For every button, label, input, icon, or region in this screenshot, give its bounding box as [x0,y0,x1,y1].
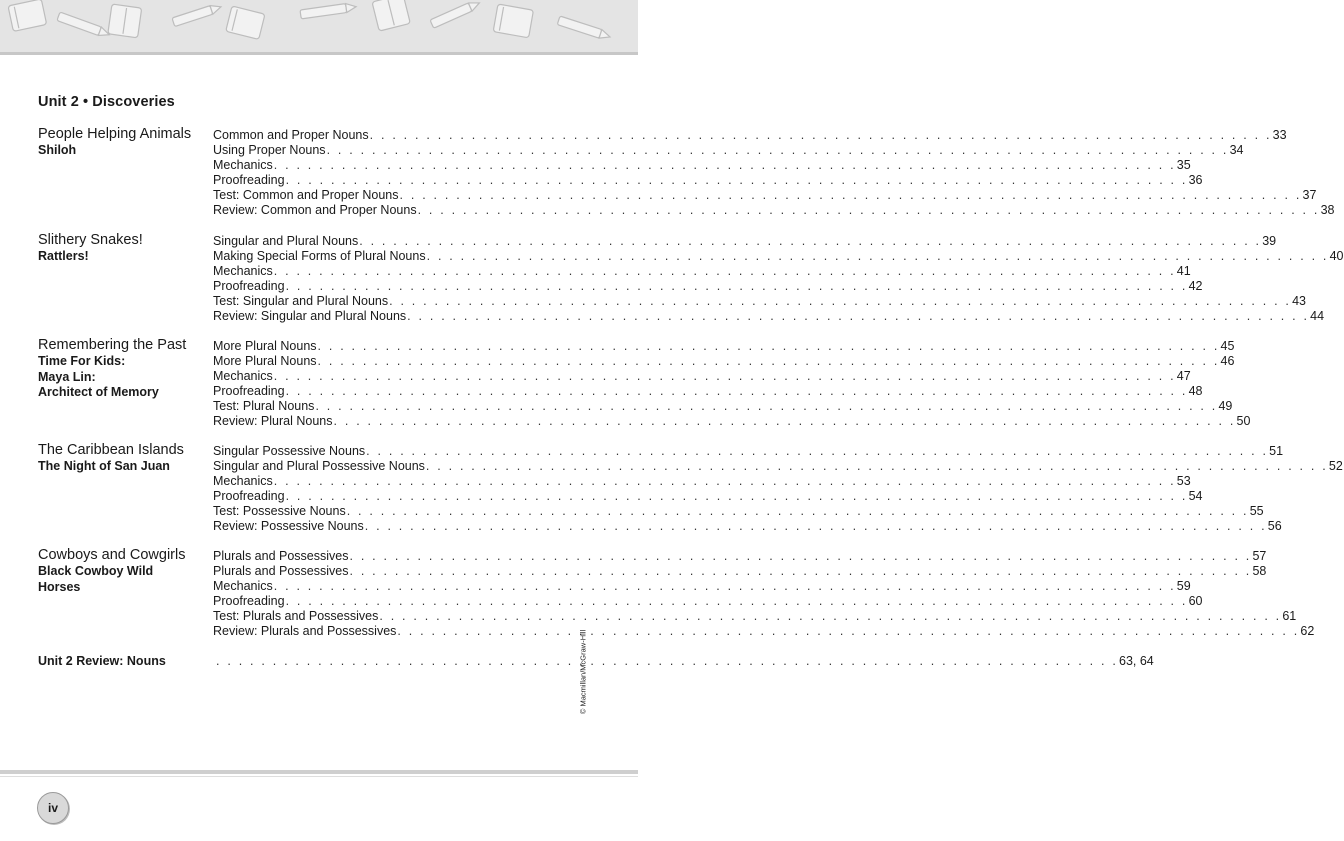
entry-label: Mechanics [213,369,273,383]
toc-entry [213,549,1267,564]
school-supplies-pattern [0,0,638,52]
toc-entry [213,459,1343,474]
entry-label: Proofreading [213,384,285,398]
entry-label: Review: Plurals and Possessives [213,624,397,638]
entry-list [213,549,1315,639]
selection-title: Horses [38,579,81,594]
entry-label: Singular and Plural Possessive Nouns [213,459,425,473]
section-title: Cowboys and Cowgirls [38,547,186,563]
entry-label: Review: Singular and Plural Nouns [213,309,407,323]
dot-leader: . . . . . . . . . . . . . . . . . . . . . . . . . . . . . . . . . . . . . . . . . . . . . . . . . . . . . . . . . . . . . . . . . . . . . . . . . . . . . . . . [273,474,1176,488]
dot-leader: . . . . . . . . . . . . . . . . . . . . . . . . . . . . . . . . . . . . . . . . . . . . . . . . . . . . . . . . . . . . . . . . . . . . . . . . . . . . . . . . [369,128,1272,142]
selection-title: Black Cowboy Wild [38,564,154,578]
dot-leader: . . . . . . . . . . . . . . . . . . . . . . . . . . . . . . . . . . . . . . . . . . . . . . . . . . . . . . . . . . . . . . . . . . . . . . . . . . . . . . . . [317,339,1220,353]
toc-entry [213,128,1287,143]
dot-leader: . . . . . . . . . . . . . . . . . . . . . . . . . . . . . . . . . . . . . . . . . . . . . . . . . . . . . . . . . . . . . . . . . . . . . . . . . . . . . . . . [285,173,1188,187]
entry-label: Mechanics [213,158,273,172]
toc-entry [213,234,1277,249]
entry-page-number: 35 [1176,158,1191,172]
toc-entry [213,474,1191,489]
dot-leader: . . . . . . . . . . . . . . . . . . . . . . . . . . . . . . . . . . . . . . . . . . . . . . . . . . . . . . . . . . . . . . . . . . . . . . . . . . . . . . . . [425,459,1328,473]
dot-leader: . . . . . . . . . . . . . . . . . . . . . . . . . . . . . . . . . . . . . . . . . . . . . . . . . . . . . . . . . . . . . . . . . . . . . . . . . . . . . . . . [349,549,1252,563]
toc-entry [213,414,1251,429]
entry-label: Mechanics [213,474,273,488]
dot-leader: . . . . . . . . . . . . . . . . . . . . . . . . . . . . . . . . . . . . . . . . . . . . . . . . . . . . . . . . . . . . . . . . . . . . . . . . . . . . . . . . [273,579,1176,593]
toc-entry [213,294,1307,309]
entry-page-number: 38 [1320,203,1335,217]
entry-label: Review: Plural Nouns [213,414,333,428]
toc-entry [213,339,1235,354]
selection-title: Time For Kids: [38,354,126,368]
selection-title: The Night of San Juan [38,459,170,473]
notebook-icon [8,0,47,31]
dot-leader: . . . . . . . . . . . . . . . . . . . . . . . . . . . . . . . . . . . . . . . . . . . . . . . . . . . . . . . . . . . . . . . . . . . . . . . . . . . . . . . . [326,143,1229,157]
entry-page-number: 54 [1188,489,1203,503]
entry-page-number: 55 [1249,504,1264,518]
toc-entry [213,249,1344,264]
dot-leader: . . . . . . . . . . . . . . . . . . . . . . . . . . . . . . . . . . . . . . . . . . . . . . . . . . . . . . . . . . . . . . . . . . . . . . . . . . . . . . . . [399,188,1302,202]
dot-leader: . . . . . . . . . . . . . . . . . . . . . . . . . . . . . . . . . . . . . . . . . . . . . . . . . . . . . . . . . . . . . . . . . . . . . . . . . . . . . . . . [407,309,1310,323]
entry-label: Plurals and Possessives [213,549,349,563]
entry-label: Using Proper Nouns [213,143,326,157]
toc-entry [213,173,1203,188]
dot-leader: . . . . . . . . . . . . . . . . . . . . . . . . . . . . . . . . . . . . . . . . . . . . . . . . . . . . . . . . . . . . . . . . . . . . . . . . . . . . . . . . [389,294,1292,308]
toc-entry [213,624,1315,639]
entry-page-number: 47 [1176,369,1191,383]
toc-entry [213,384,1203,399]
entry-list [213,128,1335,218]
toc-entry [213,609,1297,624]
entry-label: Mechanics [213,264,273,278]
entry-page-number: 59 [1176,579,1191,593]
pencil-icon [300,2,357,19]
dot-leader: . . . . . . . . . . . . . . . . . . . . . . . . . . . . . . . . . . . . . . . . . . . . . . . . . . . . . . . . . . . . . . . . . . . . . . . . . . . . . . . . [273,158,1176,172]
entry-page-number: 51 [1269,444,1284,458]
dot-leader: . . . . . . . . . . . . . . . . . . . . . . . . . . . . . . . . . . . . . . . . . . . . . . . . . . . . . . . . . . . . . . . . . . . . . . . . . . . . . . . . [285,384,1188,398]
entry-page-number: 33 [1272,128,1287,142]
entry-label: Plurals and Possessives [213,564,349,578]
notebook-icon [226,6,265,39]
pencil-icon [430,0,481,28]
entry-label: Test: Possessive Nouns [213,504,346,518]
toc-entry [213,203,1335,218]
entry-page-number: 58 [1252,564,1267,578]
section-heading [38,547,208,595]
section-title: People Helping Animals [38,126,192,142]
entry-label: Proofreading [213,594,285,608]
unit-review-label: Unit 2 Review: Nouns [38,654,166,668]
entry-page-number: 34 [1229,143,1244,157]
entry-page-number: 41 [1176,264,1191,278]
section-heading [38,126,208,159]
entry-page-number: 42 [1188,279,1203,293]
entry-page-number: 40 [1329,249,1344,263]
entry-label: Proofreading [213,489,285,503]
dot-leader: . . . . . . . . . . . . . . . . . . . . . . . . . . . . . . . . . . . . . . . . . . . . . . . . . . . . . . . . . . . . . . . . . . . . . . . . . . . . . . . . [366,444,1269,458]
selection-title: Architect of Memory [38,385,159,399]
dot-leader: . . . . . . . . . . . . . . . . . . . . . . . . . . . . . . . . . . . . . . . . . . . . . . . . . . . . . . . . . . . . . . . . . . . . . . . . . . . . . . . . [273,264,1176,278]
entry-label: Singular Possessive Nouns [213,444,366,458]
entry-label: Test: Plural Nouns [213,399,315,413]
entry-page-number: 48 [1188,384,1203,398]
dot-leader: . . . . . . . . . . . . . . . . . . . . . . . . . . . . . . . . . . . . . . . . . . . . . . . . . . . . . . . . . . . . . . . . . . . . . . . . . . . . . . . . [285,594,1188,608]
entry-page-number: 61 [1282,609,1297,623]
footer-divider-thin [0,776,638,777]
toc-entry [213,279,1203,294]
entry-page-number: 50 [1236,414,1251,428]
entry-label: Review: Common and Proper Nouns [213,203,417,217]
entry-page-number: 36 [1188,173,1203,187]
toc-entry [213,354,1235,369]
entry-page-number: 53 [1176,474,1191,488]
selection-title: Maya Lin: [38,369,96,384]
entry-list [213,444,1343,534]
toc-entry [213,564,1267,579]
entry-page-number: 46 [1220,354,1235,368]
pencil-icon [172,3,222,27]
entry-list [213,234,1344,324]
dot-leader: . . . . . . . . . . . . . . . . . . . . . . . . . . . . . . . . . . . . . . . . . . . . . . . . . . . . . . . . . . . . . . . . . . . . . . . . . . . . . . . . [426,249,1329,263]
selection-title: Shiloh [38,143,77,157]
header-banner [0,0,638,52]
entry-page-number: 49 [1218,399,1233,413]
dot-leader: . . . . . . . . . . . . . . . . . . . . . . . . . . . . . . . . . . . . . . . . . . . . . . . . . . . . . . . . . . . . . . . . . . . . . . . . . . . . . . . . [216,654,1118,668]
dot-leader: . . . . . . . . . . . . . . . . . . . . . . . . . . . . . . . . . . . . . . . . . . . . . . . . . . . . . . . . . . . . . . . . . . . . . . . . . . . . . . . . [417,203,1320,217]
entry-page-number: 52 [1328,459,1343,473]
entry-page-number: 37 [1302,188,1317,202]
copyright-notice: © Macmillan/McGraw-Hill [578,629,588,715]
dot-leader: . . . . . . . . . . . . . . . . . . . . . . . . . . . . . . . . . . . . . . . . . . . . . . . . . . . . . . . . . . . . . . . . . . . . . . . . . . . . . . . . [333,414,1236,428]
toc-entry [213,399,1233,414]
entry-page-number: 60 [1188,594,1203,608]
entry-page-number: 43 [1292,294,1307,308]
entry-page-number: 44 [1310,309,1325,323]
entry-page-number: 56 [1267,519,1282,533]
entry-label: Proofreading [213,279,285,293]
toc-entry [213,489,1203,504]
section-heading [38,337,208,401]
entry-page-number: 39 [1262,234,1277,248]
toc-entry [213,594,1203,609]
entry-label: Test: Plurals and Possessives [213,609,379,623]
entry-page-number: 62 [1300,624,1315,638]
dot-leader: . . . . . . . . . . . . . . . . . . . . . . . . . . . . . . . . . . . . . . . . . . . . . . . . . . . . . . . . . . . . . . . . . . . . . . . . . . . . . . . . [285,489,1188,503]
toc-entry [213,519,1282,534]
entry-page-number: 45 [1220,339,1235,353]
pencil-icon [57,12,111,39]
entry-label: Mechanics [213,579,273,593]
toc-entry [213,444,1284,459]
unit-review-row [38,654,1154,670]
unit-title: Unit 2 • Discoveries [38,94,175,110]
dot-leader: . . . . . . . . . . . . . . . . . . . . . . . . . . . . . . . . . . . . . . . . . . . . . . . . . . . . . . . . . . . . . . . . . . . . . . . . . . . . . . . . [315,399,1218,413]
toc-entry [213,143,1244,158]
pencil-icon [557,16,611,41]
dot-leader: . . . . . . . . . . . . . . . . . . . . . . . . . . . . . . . . . . . . . . . . . . . . . . . . . . . . . . . . . . . . . . . . . . . . . . . . . . . . . . . . [285,279,1188,293]
entry-label: Test: Singular and Plural Nouns [213,294,389,308]
toc-entry [213,264,1191,279]
header-divider [0,52,638,55]
entry-label: Proofreading [213,173,285,187]
entry-label: More Plural Nouns [213,354,317,368]
page-number-badge: iv [37,792,69,824]
entry-label: Review: Possessive Nouns [213,519,364,533]
entry-label: Making Special Forms of Plural Nouns [213,249,426,263]
section-heading [38,232,208,265]
dot-leader: . . . . . . . . . . . . . . . . . . . . . . . . . . . . . . . . . . . . . . . . . . . . . . . . . . . . . . . . . . . . . . . . . . . . . . . . . . . . . . . . [349,564,1252,578]
section-title: Remembering the Past [38,337,187,353]
section-title: The Caribbean Islands [38,442,184,458]
toc-entry [213,188,1317,203]
footer-divider [0,770,638,774]
section-title: Slithery Snakes! [38,232,143,248]
toc-entry [213,579,1191,594]
unit-review-page: 63, 64 [1119,654,1154,668]
dot-leader: . . . . . . . . . . . . . . . . . . . . . . . . . . . . . . . . . . . . . . . . . . . . . . . . . . . . . . . . . . . . . . . . . . . . . . . . . . . . . . . . [359,234,1262,248]
entry-label: Test: Common and Proper Nouns [213,188,399,202]
entry-label: Common and Proper Nouns [213,128,369,142]
unit-review-entry [215,654,1154,669]
section-heading [38,442,208,475]
dot-leader: . . . . . . . . . . . . . . . . . . . . . . . . . . . . . . . . . . . . . . . . . . . . . . . . . . . . . . . . . . . . . . . . . . . . . . . . . . . . . . . . [317,354,1220,368]
selection-title: Rattlers! [38,249,89,263]
entry-label: More Plural Nouns [213,339,317,353]
book-icon [372,0,410,31]
entry-page-number: 57 [1252,549,1267,563]
dot-leader: . . . . . . . . . . . . . . . . . . . . . . . . . . . . . . . . . . . . . . . . . . . . . . . . . . . . . . . . . . . . . . . . . . . . . . . . . . . . . . . . [273,369,1176,383]
notebook-icon [493,4,533,38]
toc-entry [213,504,1264,519]
book-icon [108,4,142,38]
dot-leader: . . . . . . . . . . . . . . . . . . . . . . . . . . . . . . . . . . . . . . . . . . . . . . . . . . . . . . . . . . . . . . . . . . . . . . . . . . . . . . . . [346,504,1249,518]
toc-entry [213,158,1191,173]
dot-leader: . . . . . . . . . . . . . . . . . . . . . . . . . . . . . . . . . . . . . . . . . . . . . . . . . . . . . . . . . . . . . . . . . . . . . . . . . . . . . . . . [397,624,1300,638]
toc-entry [213,309,1325,324]
dot-leader: . . . . . . . . . . . . . . . . . . . . . . . . . . . . . . . . . . . . . . . . . . . . . . . . . . . . . . . . . . . . . . . . . . . . . . . . . . . . . . . . [379,609,1282,623]
entry-label: Singular and Plural Nouns [213,234,359,248]
entry-list [213,339,1251,429]
toc-entry [213,369,1191,384]
dot-leader: . . . . . . . . . . . . . . . . . . . . . . . . . . . . . . . . . . . . . . . . . . . . . . . . . . . . . . . . . . . . . . . . . . . . . . . . . . . . . . . . [364,519,1267,533]
